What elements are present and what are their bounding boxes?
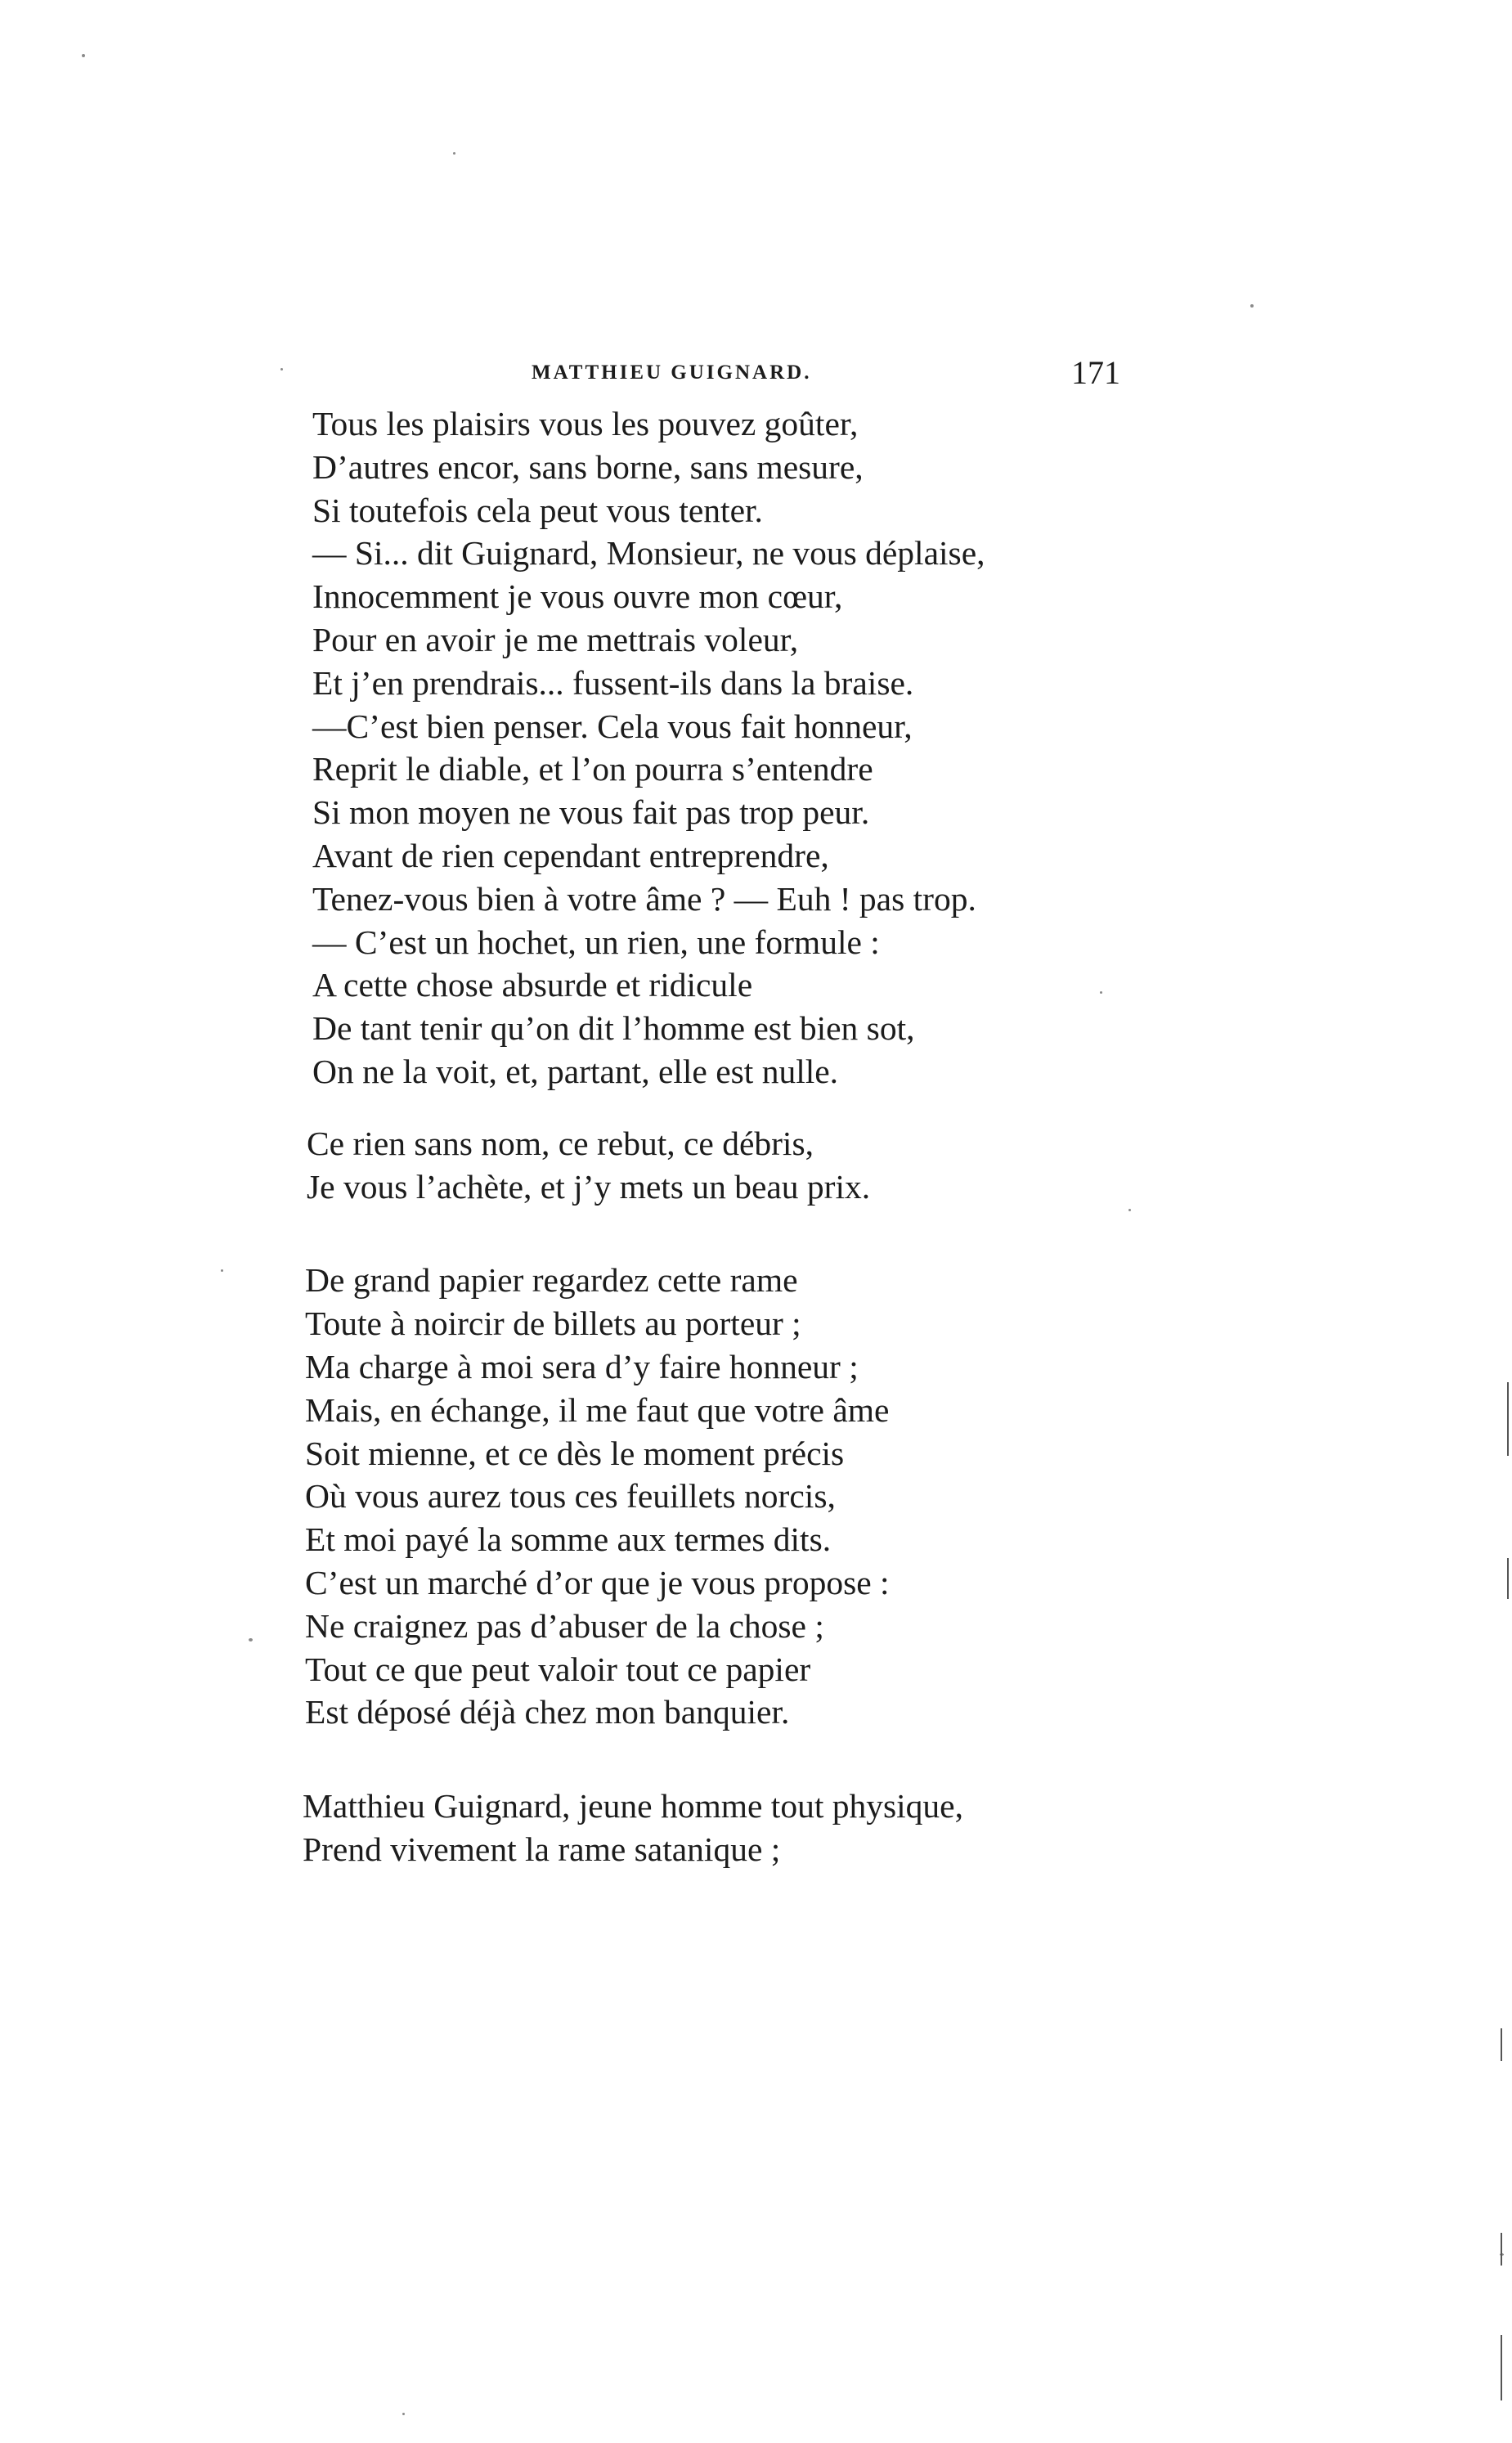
verse-line: Et moi payé la somme aux termes dits. (305, 1520, 832, 1559)
scan-speck (1100, 991, 1102, 994)
verse-line: Prend vivement la rame satanique ; (303, 1830, 781, 1868)
scan-edge-mark (1501, 2233, 1502, 2266)
verse-line: Ne craignez pas d’abuser de la chose ; (305, 1606, 824, 1645)
verse-line: Mais, en échange, il me faut que votre âme (305, 1390, 890, 1429)
verse-line: Ma charge à moi sera d’y faire honneur ; (305, 1347, 859, 1385)
verse-line: — Si... dit Guignard, Monsieur, ne vous déplaise, (312, 534, 985, 573)
verse-line: Tenez-vous bien à votre âme ? — Euh ! pas trop. (312, 879, 976, 918)
verse-line: Innocemment je vous ouvre mon cœur, (312, 577, 843, 616)
scan-speck (82, 54, 85, 57)
stanza-1 (312, 402, 1120, 1094)
verse-line: C’est un marché d’or que je vous propose : (305, 1563, 890, 1601)
poem-body (303, 402, 1120, 1871)
verse-line: Où vous aurez tous ces feuillets norcis, (305, 1477, 836, 1516)
verse-line: De grand papier regardez cette rame (305, 1261, 798, 1300)
scan-speck (402, 2413, 405, 2415)
running-title: MATTHIEU GUIGNARD. (532, 362, 812, 384)
verse-line: A cette chose absurde et ridicule (312, 966, 753, 1004)
verse-line: Soit mienne, et ce dès le moment précis (305, 1434, 845, 1472)
verse-line: Et j’en prendrais... fussent-ils dans la braise. (312, 663, 914, 702)
verse-line: Ce rien sans nom, ce rebut, ce débris, (307, 1124, 814, 1162)
verse-line: Si toutefois cela peut vous tenter. (312, 491, 763, 529)
scan-edge-mark (1501, 2335, 1502, 2400)
verse-line: Pour en avoir je me mettrais voleur, (312, 620, 799, 658)
running-head (532, 353, 1120, 402)
scan-edge-mark (1501, 2028, 1502, 2061)
verse-line: Si mon moyen ne vous fait pas trop peur. (312, 793, 870, 832)
verse-line: D’autres encor, sans borne, sans mesure, (312, 447, 864, 486)
stanza-2 (307, 1122, 1120, 1209)
stanza-4 (303, 1785, 1120, 1871)
scan-speck (221, 1269, 223, 1272)
scan-speck (1128, 1209, 1131, 1211)
scan-speck (280, 368, 283, 370)
verse-line: Tous les plaisirs vous les pouvez goûter, (312, 405, 859, 442)
verse-line: On ne la voit, et, partant, elle est nulle. (312, 1052, 839, 1090)
verse-line: De tant tenir qu’on dit l’homme est bien sot, (312, 1009, 915, 1048)
scan-edge-mark (1507, 1382, 1509, 1456)
verse-line: Reprit le diable, et l’on pourra s’entendre (312, 750, 873, 788)
verse-line: Avant de rien cependant entreprendre, (312, 836, 829, 874)
verse-line: Toute à noircir de billets au porteur ; (305, 1305, 801, 1343)
scan-speck (1250, 304, 1254, 308)
stanza-3 (305, 1259, 1120, 1734)
verse-line: Tout ce que peut valoir tout ce papier (305, 1650, 811, 1688)
verse-line: Matthieu Guignard, jeune homme tout physique, (303, 1787, 963, 1826)
page-number: 171 (1071, 354, 1120, 391)
verse-line: Est déposé déjà chez mon banquier. (305, 1693, 790, 1731)
scan-edge-mark (1507, 1558, 1509, 1599)
verse-line: —C’est bien penser. Cela vous fait honneur, (312, 707, 913, 745)
verse-line: — C’est un hochet, un rien, une formule : (312, 923, 880, 961)
scan-speck (249, 1638, 253, 1641)
verse-line: Je vous l’achète, et j’y mets un beau prix. (307, 1167, 871, 1206)
scan-speck (453, 152, 455, 155)
